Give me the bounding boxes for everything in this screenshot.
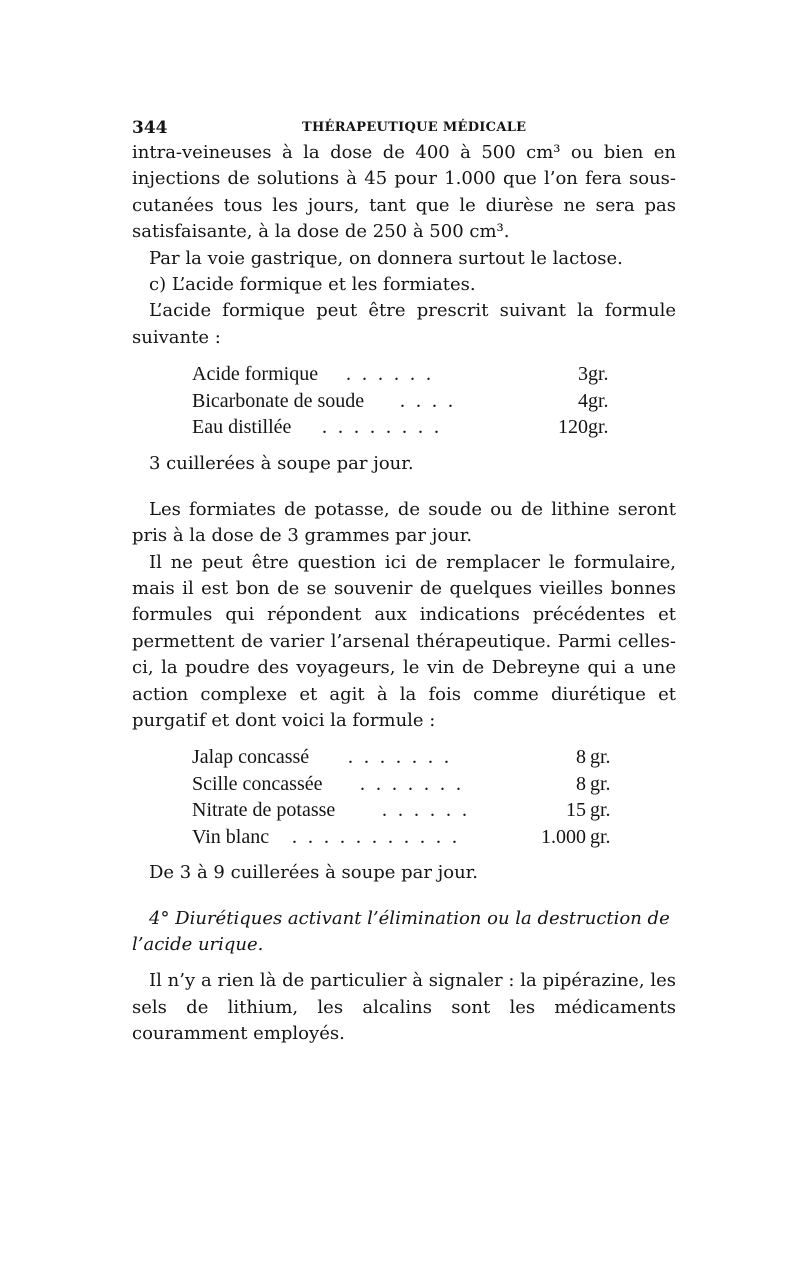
formula-ingredient: Eau distillée — [192, 416, 292, 439]
formula-ingredient: Nitrate de potasse — [192, 799, 336, 822]
formula-ingredient: Vin blanc — [192, 825, 270, 848]
formula-line — [132, 414, 676, 441]
formula-line — [132, 771, 676, 798]
paragraph-gastric-route: Par la voie gastrique, on donnera surtout le lactose. — [149, 247, 623, 269]
formula-unit: gr. — [590, 825, 611, 848]
leader-dots: . . . . — [400, 389, 456, 412]
formula-formic-acid — [132, 361, 676, 441]
leader-dots: . . . . . . — [346, 363, 434, 386]
paragraph-formic-acid-heading: c) L’acide formique et les formiates. — [149, 274, 476, 296]
formula-unit: gr. — [588, 389, 609, 412]
formula-quantity: 4 — [578, 389, 588, 412]
formula-ingredient: Acide formique — [192, 363, 319, 386]
leader-dots: . . . . . . — [382, 799, 470, 822]
leader-dots: . . . . . . . . . . . — [292, 825, 460, 848]
paragraph-formic-acid-intro: L’acide formique peut être prescrit suivant la formule suivante : — [132, 300, 676, 348]
formula-quantity: 120 — [558, 416, 588, 439]
formula-quantity: 8 — [576, 746, 586, 769]
section-title-uric-acid: 4° Diurétiques activant l’élimination ou la destruction de l’acide urique. — [132, 908, 670, 956]
dosage-debreyne-wine: De 3 à 9 cuillerées à soupe par jour. — [149, 862, 479, 884]
formula-line — [132, 361, 676, 388]
running-title: THÉRAPEUTIQUE MÉDICALE — [302, 120, 527, 135]
formula-unit: gr. — [590, 772, 611, 795]
formula-line — [132, 388, 676, 415]
formula-unit: gr. — [588, 416, 609, 439]
paragraph-piperazine: Il n’y a rien là de particulier à signaler : la pipérazine, les sels de lithium, les alcalins sont les médicaments couramment employés. — [132, 970, 676, 1045]
paragraph-old-formulas: Il ne peut être question ici de remplacer le formulaire, mais il est bon de se souvenir de quelques vieilles bonnes formules qui répondent aux indications précédentes et permettent de varier l’arsenal thérapeutique. Parmi celles-ci, la poudre des voyageurs, le vin de Debreyne qui a une action complexe et agit à la fois comme diurétique et purgatif et dont voici la formule : — [132, 551, 676, 731]
paragraph-formiates: Les formiates de potasse, de soude ou de lithine seront pris à la dose de 3 grammes par jour. — [132, 498, 676, 547]
formula-unit: gr. — [590, 799, 611, 822]
formula-debreyne-wine — [132, 744, 676, 850]
formula-unit: gr. — [588, 363, 609, 386]
page-number: 344 — [132, 118, 168, 138]
leader-dots: . . . . . . . — [360, 772, 464, 795]
leader-dots: . . . . . . . — [348, 746, 452, 769]
formula-quantity: 8 — [576, 772, 586, 795]
formula-line — [132, 744, 676, 771]
page-header — [132, 114, 676, 140]
dosage-formic-acid: 3 cuillerées à soupe par jour. — [149, 452, 414, 474]
formula-ingredient: Scille concassée — [192, 772, 323, 795]
paragraph-intravenous-dose: intra-veineuses à la dose de 400 à 500 cm³ ou bien en injections de solutions à 45 pour 1.000 que l’on fera sous-cutanées tous les jours, tant que le diurèse ne sera pas satisfaisante, à la dose de 250 à 500 cm³. — [132, 142, 676, 243]
formula-unit: gr. — [590, 746, 611, 769]
formula-quantity: 15 — [566, 799, 586, 822]
leader-dots: . . . . . . . . — [322, 416, 442, 439]
formula-ingredient: Jalap concassé — [192, 746, 310, 769]
book-page — [132, 114, 676, 1048]
formula-quantity: 1.000 — [541, 825, 586, 848]
formula-ingredient: Bicarbonate de soude — [192, 389, 365, 412]
formula-line — [132, 797, 676, 824]
formula-line — [132, 824, 676, 851]
formula-quantity: 3 — [578, 363, 588, 386]
